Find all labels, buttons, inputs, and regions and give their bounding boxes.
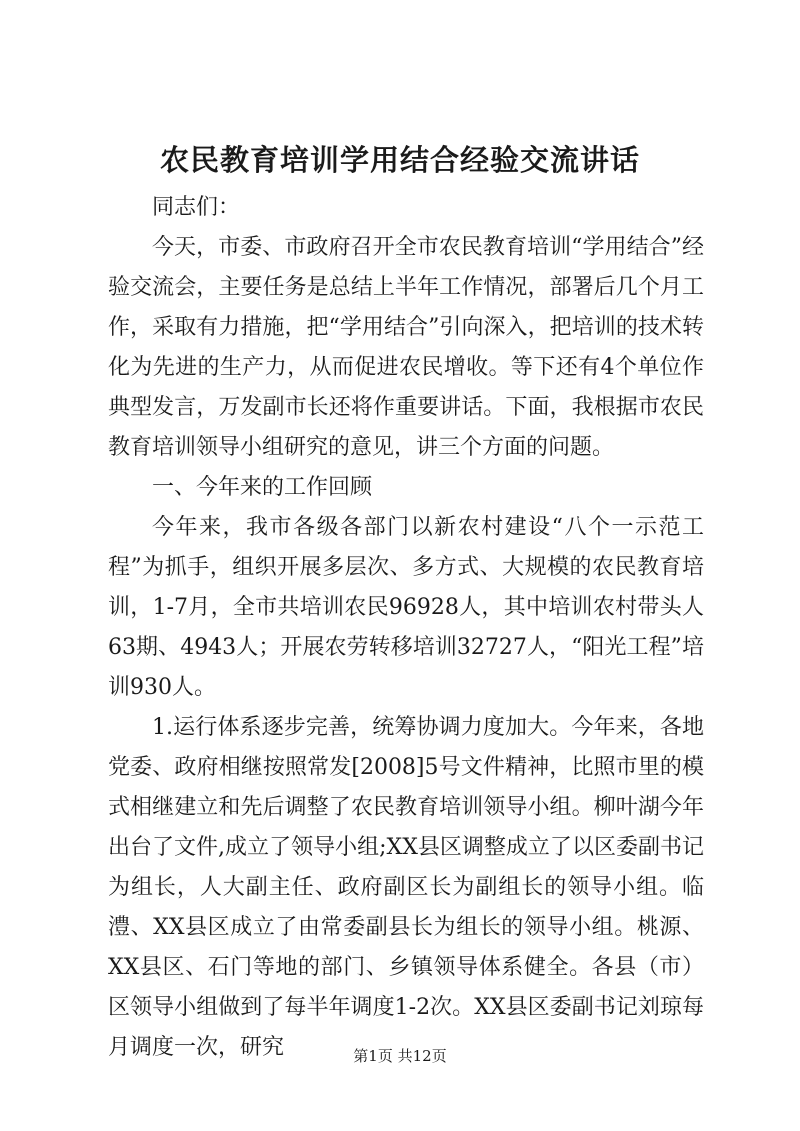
section-heading: 一、今年来的工作回顾 bbox=[152, 475, 373, 500]
review-paragraph: 今年来，我市各级各部门以新农村建设“八个一示范工程”为抓手，组织开展多层次、多方式、大规模的农民教育培训，1-7月，全市共培训农民96928人，其中培训农村带头人63期、4943人；开展农劳转移培训32727人，“阳光工程”培训930人。 bbox=[108, 515, 704, 700]
salutation-paragraph: 同志们： bbox=[152, 195, 241, 220]
document-title: 农民教育培训学用结合经验交流讲话 bbox=[159, 143, 640, 177]
page-number-footer: 第1页 共12页 bbox=[353, 1047, 447, 1065]
point-one-paragraph: 1.运行体系逐步完善，统筹协调力度加大。今年来，各地党委、政府相继按照常发[2008]5号文件精神，比照市里的模式相继建立和先后调整了农民教育培训领导小组。柳叶湖今年出台了文件,成立了领导小组;XX县区调整成立了以区委副书记为组长，人大副主任、政府副区长为副组长的领导小组。临澧、XX县区成立了由常委副县长为组长的领导小组。桃源、XX县区、石门等地的部门、乡镇领导体系健全。各县（市）区领导小组做到了每半年调度1-2次。XX县区委副书记刘琼每月调度一次，研究 bbox=[108, 715, 704, 1060]
document-body bbox=[108, 188, 704, 1068]
intro-paragraph: 今天，市委、市政府召开全市农民教育培训“学用结合”经验交流会，主要任务是总结上半年工作情况，部署后几个月工作，采取有力措施，把“学用结合”引向深入，把培训的技术转化为先进的生产力，从而促进农民增收。等下还有4个单位作典型发言，万发副市长还将作重要讲话。下面，我根据市农民教育培训领导小组研究的意见，讲三个方面的问题。 bbox=[108, 235, 704, 460]
